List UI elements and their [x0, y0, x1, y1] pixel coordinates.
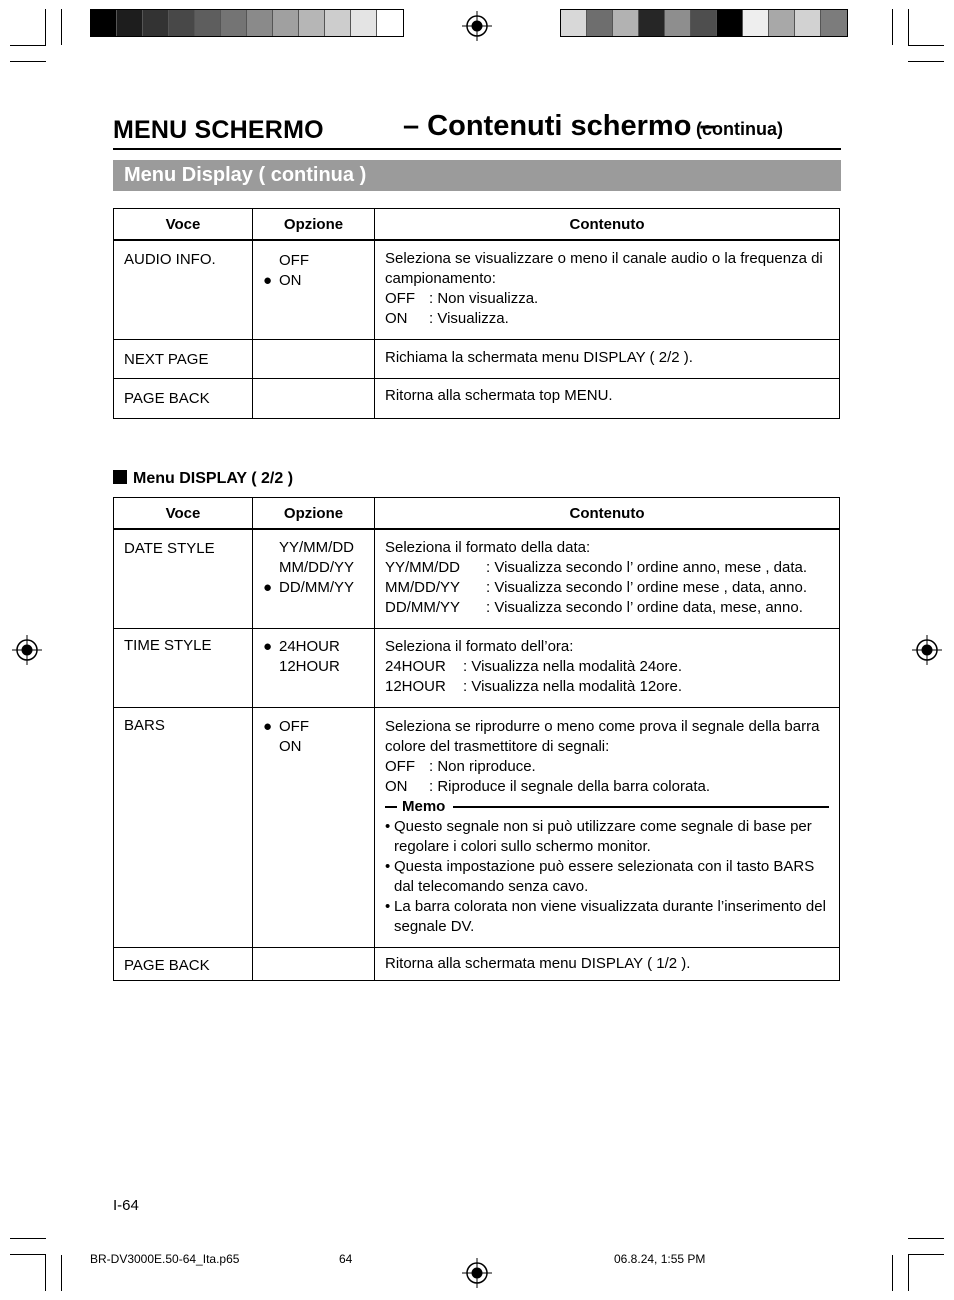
title-left: MENU SCHERMO: [113, 116, 324, 144]
memo-item: • Questo segnale non si può utilizzare come segnale di base per regolare i colori sullo schermo monitor.: [385, 818, 812, 855]
section-header: [113, 160, 841, 191]
item-description: Seleziona il formato della data: YY/MM/DD : Visualizza secondo l’ ordine anno, mese , data. MM/DD/YY : Visualizza secondo l’ ordine mese , data, anno. DD/MM/YY : Visualizza secondo l’ ordine data, mese, anno.: [375, 529, 840, 629]
table-header-row: [114, 498, 840, 530]
item-options: [253, 629, 375, 708]
option-label: MM/DD/YY: [279, 559, 354, 576]
description-text: Seleziona se visualizzare o meno il canale audio o la frequenza di campionamento:: [385, 250, 823, 287]
table-row: [114, 708, 840, 948]
default-marker-icon: ●: [263, 579, 273, 596]
table-row: [114, 948, 840, 981]
memo-label: Memo: [402, 798, 446, 815]
item-description: Ritorna alla schermata menu DISPLAY ( 1/2 ).: [375, 948, 840, 981]
header-contenuto: Contenuto: [375, 209, 840, 241]
registration-mark-icon: [462, 1258, 492, 1288]
subsection-title-text: Menu DISPLAY ( 2/2 ): [133, 470, 294, 487]
table-row: [114, 340, 840, 379]
option-label: ON: [279, 272, 302, 289]
table-row: [114, 629, 840, 708]
description-text: Seleziona il formato della data:: [385, 539, 591, 556]
item-description: Seleziona se riprodurre o meno come prova il segnale della barra colore del trasmettitore di segnali: OFF : Non riproduce. ON : Riproduce il segnale della barra colorata. Memo • Questo segnale non si può utilizzare come segnale di base per regolare i colori sullo schermo monitor. • Questa impostazione può essere selezionata con il tasto BARS dal telecomando senza cavo. • La barra colorata non viene visualizzata durante l’inserimento del segnale DV.: [375, 708, 840, 948]
option-label: OFF: [279, 718, 309, 735]
item-name: DATE STYLE: [114, 529, 253, 629]
item-description: Seleziona il formato dell’ora: 24HOUR : Visualizza nella modalità 24ore. 12HOUR : Visualizza nella modalità 12ore.: [375, 629, 840, 708]
table-row: [114, 379, 840, 419]
option-label: OFF: [279, 252, 309, 269]
default-marker-icon: ●: [263, 718, 273, 735]
header-opzione: Opzione: [253, 209, 375, 241]
section-title: Menu Display ( continua ): [124, 164, 367, 186]
option-label: ON: [279, 738, 302, 755]
header-voce: Voce: [114, 498, 253, 530]
item-name: BARS: [114, 708, 253, 948]
description-text: Seleziona se riprodurre o meno come prova il segnale della barra colore del trasmettitore di segnali:: [385, 718, 820, 755]
item-name: PAGE BACK: [114, 379, 253, 419]
item-options: [253, 948, 375, 981]
description-text: Seleziona il formato dell’ora:: [385, 638, 574, 655]
memo-header: [385, 797, 829, 817]
memo-item: • La barra colorata non viene visualizzata durante l’inserimento del segnale DV.: [385, 898, 826, 935]
default-marker-icon: ●: [263, 638, 273, 655]
item-options: [253, 529, 375, 629]
option-label: DD/MM/YY: [279, 579, 354, 596]
item-name: NEXT PAGE: [114, 340, 253, 379]
title-continued: (continua): [696, 119, 783, 139]
default-marker-icon: ●: [263, 272, 273, 289]
subsection-title: [113, 470, 293, 488]
table-row: [114, 529, 840, 629]
item-description: Seleziona se visualizzare o meno il canale audio o la frequenza di campionamento: OFF : Non visualizza. ON : Visualizza.: [375, 240, 840, 340]
page-title: [113, 110, 841, 150]
title-main: – Contenuti schermo –: [403, 110, 716, 142]
option-label: 12HOUR: [279, 658, 340, 675]
footer-filename: BR-DV3000E.50-64_Ita.p65: [90, 1252, 240, 1266]
header-opzione: Opzione: [253, 498, 375, 530]
registration-mark-icon: [462, 11, 492, 41]
item-options: [253, 240, 375, 340]
item-description: Ritorna alla schermata top MENU.: [375, 379, 840, 419]
item-options: [253, 340, 375, 379]
square-bullet-icon: [113, 470, 127, 484]
gray-swatches-left: [90, 9, 404, 37]
registration-mark-icon: [912, 635, 942, 665]
item-description: Richiama la schermata menu DISPLAY ( 2/2 ).: [375, 340, 840, 379]
table-row: [114, 240, 840, 340]
item-name: AUDIO INFO.: [114, 240, 253, 340]
footer-date: 06.8.24, 1:55 PM: [614, 1252, 706, 1266]
header-voce: Voce: [114, 209, 253, 241]
gray-swatches-right: [560, 9, 848, 37]
item-name: PAGE BACK: [114, 948, 253, 981]
table-header-row: [114, 209, 840, 241]
item-options: [253, 379, 375, 419]
header-contenuto: Contenuto: [375, 498, 840, 530]
display-menu-table-1: [113, 208, 840, 419]
page-number: I-64: [113, 1197, 139, 1214]
footer-page: 64: [339, 1252, 353, 1266]
option-label: 24HOUR: [279, 638, 340, 655]
option-label: YY/MM/DD: [279, 539, 354, 556]
item-name: TIME STYLE: [114, 629, 253, 708]
registration-mark-icon: [12, 635, 42, 665]
memo-item: • Questa impostazione può essere selezionata con il tasto BARS dal telecomando senza cavo.: [385, 858, 815, 895]
item-options: [253, 708, 375, 948]
display-menu-table-2: [113, 497, 840, 981]
